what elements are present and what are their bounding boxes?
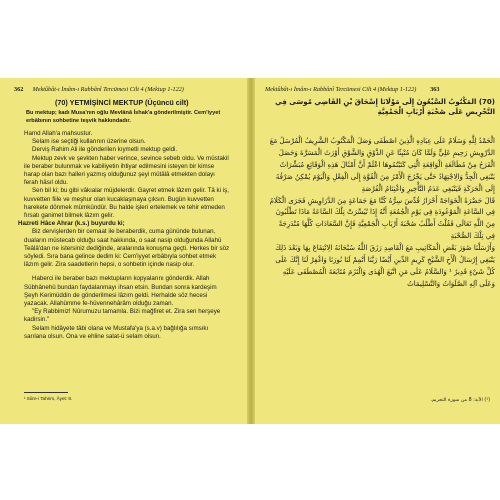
right-running-head: [265, 86, 439, 93]
arabic-body-text: [269, 136, 495, 291]
paragraph: Selam hidâyete tâbi olana ve Mustafa'ya (s.a.v) bağlılığa sımsıkı sarılana olsun. Ona ve ehline salat-ü selam olsun.: [24, 324, 209, 340]
arabic-letter-title: (70) المَكْتُوبُ السَّبْعُونَ إِلَى مَوْلَانَا إِسْحَاقَ بْنِ القَاضِي مُوسَى فِي التَّحْرِيضِ عَلَى صُحْبَةِ أَرْبَابِ الْجَمْعِيَّةِ: [275, 98, 495, 116]
footnote-rule: [24, 392, 68, 393]
arabic-paragraph: قَالَ حَضْرَةُ الْخَوَاجَهْ أَحْرَارُ قُدِّسَ سِرُّهُ كُنَّا مَعَ جَمَاعَةٍ مِنَ الدَّرَاوِيشِ فَجَرَى الْكَلَامُ فِي السَّاعَةِ الْمَوْعُودَةِ فِي يَوْمِ الْجُمُعَةِ أَنَّهُ إِذَا تُيُسِّرَتْ تِلْكَ السَّاعَةُ مَاذَا تَطْلُبُونَ مِنَ اللَّهِ تَعَالَى فَقُلْتُ أَطْلُبُ صُحْبَةَ أَرْبَابِ الْجَمْعِيَّةِ فَإِنَّ السَّعَادَاتِ كُلَّهَا مُنْدَرِجَةٌ فِي تِلْكَ الصُّحْبَةِ: [269, 196, 495, 241]
letter-subtitle: Bu mektup; kadı Musa'nın oğlu Mevlânâ İshak'a gönderilmiştir. Cem'iyyet erbâbının sohbetine teşvik hakkındadır.: [26, 110, 221, 124]
right-header-title: Mektûbât-ı İmâm-ı Rabbânî Tercümesi Cilt 4 (Mektup 1-122): [265, 86, 417, 93]
left-page: [0, 78, 247, 424]
paragraph: Mektup zevk ve şevkten haber verince, sevince sebeb oldu. Ve müstakil ile beraber bulunmak ve kabiliyetin ihtiyar edilmesini isteyen bir kimse harap olan bazı halleri yazmış olduğunuz şeyi mütâlâ etmekten dolayı ferah hâsıl oldu.: [24, 154, 229, 187]
right-footnote: (¹) الآية: 8 من سورة التحريم.: [430, 398, 490, 403]
right-page: [255, 78, 500, 424]
left-page-number: 362: [14, 86, 24, 93]
arabic-paragraph: وَأَرْسَلْنَا صُوَرَ بَعْضِ الْمَكَاتِيبِ مَعَ الْقَاصِدِ رَزَقَ اللَّهُ سُبْحَانَهُ الِانْتِفَاعَ بِهَا وَبَعْدَ ذَلِكَ يَنْبَغِي إِرْسَالُ الْأَخِ الشَّيْخِ كَرِيمِ الدِّينِ أَيْضًا رَبَّنَا أَتْمِمْ لَنَا نُورَنَا وَاغْفِرْ لَنَا إِنَّكَ عَلَى كُلِّ شَيْءٍ قَدِيرٌ ¹ وَالسَّلَامُ عَلَى مَنِ اتَّبَعَ الْهُدَى وَالْتَزَمَ مُتَابَعَةَ الْمُصْطَفَى عَلَيْهِ وَعَلَى آلِهِ الصَّلَوَاتُ وَالتَّسْلِيمَاتُ: [275, 244, 495, 288]
paragraph: "Ey Rabbimiz! Nûrumuzu tamamla. Bizi mağfiret et. Zira sen herşeye kadirsin.": [24, 308, 221, 324]
left-footnote: ¹ Sûre-i Tahrim, Âyet: 8.: [24, 396, 73, 401]
arabic-paragraph: الْحَمْدُ لِلَّهِ وَسَلَامٌ عَلَى عِبَادِهِ الَّذِينَ اصْطَفَى وَصَلَ الْمَكْتُوبُ الشَّرِيفُ الْمُرْسَلُ مَعَ الدَّرْوِيشِ رَحِيمِ عَلِيٍّ وَلَمَّا كَانَ مُنْبِئًا عَنِ الذَّوْقِ وَالشَّوْقِ أَوْرَثَ الْمَسَرَّةَ وَحَصَلَ الْفَرَحُ مِنْ مُطَالَعَةِ الْوَاقِعَةِ الَّتِي كَتَبْتُمُوهَا اعْلَمْ أَنَّ أَمْثَالَ هَذِهِ الْوَقَائِعِ مُبَشِّرَاتٌ يَنْبَغِي الْجِدُّ وَالِاجْتِهَادُ حَتَّى يَخْرُجَ الْأَمْرُ مِنَ الْقُوَّةِ إِلَى الْفِعْلِ وَالْيَوْمَ يُمْكِنُ صَرْفُهُ إِلَى الْحَرَكَةِ فَيَنْبَغِي عَدَمُ التَّأْخِيرِ وَاغْتِنَامُ الْفُرْصَةِ: [269, 137, 495, 193]
quote-heading: Hazreti Hâce Ahrar (k.s.) buyurdu ki;: [18, 220, 125, 228]
book-gutter: [247, 78, 255, 424]
paragraph: Sen bil ki; bu gibi vâkıalar müjdelerdir. Gayret etmek lâzım gelir. Tâ ki iş, kuvvetten fiile ve meşhur olan kucaklaşmaya çıksın. Bugün kuvvetten harekete dönmek mümkündür. Bu halde işleri ertelemek ve tehir etmeden fırsatı ganimet bilmek lâzım gelir.: [24, 187, 229, 220]
right-page-number: 363: [430, 86, 440, 93]
paragraph: Biz dervişlerden bir cemaat ile beraberdik, cuma gününde bulunan, duaların müstecab olduğu saat hakkında, o saat nasip olduğunda Allahü Teâlâ'dan ne istersiniz dediğinde, aralarında konuşma geçti. Herkes bir söz söyledi. Sıra bana gelince dedim ki: Cem'iyyet erbâbıyla sohbet etmek lâzım gelir. Zira saadetlerin hepsi, o sohbetin içinde nasip olur.: [24, 228, 230, 269]
left-header-title: Mektûbât-ı İmâm-ı Rabbânî Tercümesi Cilt 4 (Mektup 1-122): [32, 86, 184, 93]
left-running-head: [14, 86, 184, 93]
paragraph: Haberci ile beraber bazı mektupların kopyalarını gönderdik. Allah Sübhânehû bundan faydalanmayı ihsan etsin. Bundan sonra kardeşim Şeyh Kerimüddin de gönderilmesi lâzım geldi. Herhalde söz hecesi yazacak. Allahümme fe-hüvennehârâm olduğu zaman.: [24, 275, 217, 308]
left-body-text: [18, 130, 230, 341]
letter-title: (70) YETMİŞİNCİ MEKTUP (Üçüncü cilt): [55, 98, 189, 107]
paragraph: Hamd Allah'a mahsustur.: [24, 130, 93, 137]
paragraph: Selam ise seçtiği kullarının üzerine olsun.: [32, 138, 146, 146]
paragraph: Derviş Rahim Ali ile gönderilen kıymetli mektup geldi.: [32, 146, 178, 154]
